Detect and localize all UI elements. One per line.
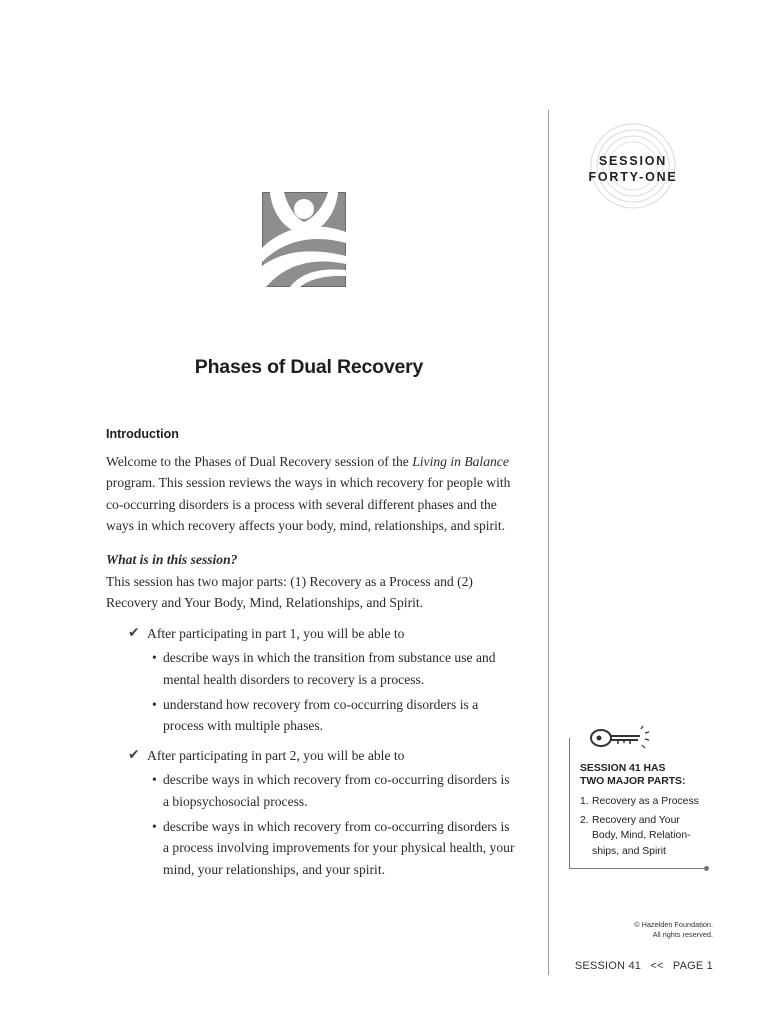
objective-lead: After participating in part 1, you will be able to [147,625,405,641]
objective-bullet: • describe ways in which the transition from substance use and mental health disorders to recovery is a process. [147,647,516,690]
session-label: SESSION [598,154,668,168]
page-footer [560,960,713,972]
copyright-notice: © Hazelden Foundation. All rights reserved. [634,920,713,939]
objective-lead: After participating in part 2, you will be able to [147,747,405,763]
page-title: Phases of Dual Recovery [194,356,424,378]
checkmark-icon: ✔ [128,624,140,641]
objective-bullet: • describe ways in which recovery from co-occurring disorders is a process involving improvements for your physical health, your mind, your relationships, and your spirit. [147,816,516,881]
footer-session: SESSION 41 [574,960,642,972]
session-contents-heading: What is in this session? [106,551,238,567]
sidebar-note [580,762,708,862]
introduction-paragraph: Welcome to the Phases of Dual Recovery session of the Living in Balance program. This session reviews the ways in which recovery for people with co-occurring disorders is a process with several different phases and the ways in which recovery affects your body, mind, relationships, and spirit. [106,453,511,534]
session-badge [582,122,682,212]
program-logo-icon [262,192,346,287]
column-divider [548,110,549,975]
objective-bullet: • describe ways in which recovery from co-occurring disorders is a biopsychosocial process. [147,769,516,812]
session-contents-paragraph: This session has two major parts: (1) Recovery as a Process and (2) Recovery and Your Body, Mind, Relationships, and Spirit. [106,573,473,611]
objective-bullet: • understand how recovery from co-occurring disorders is a process with multiple phases. [147,694,516,737]
note-frame-dot [704,866,709,871]
sidebar-note-item: 2. Recovery and Your Body, Mind, Relation- ships, and Spirit [580,814,691,857]
session-introduction [106,424,516,888]
sidebar-note-item: 1. Recovery as a Process [580,796,699,807]
footer-separator: << [650,960,664,972]
session-number: FORTY-ONE [588,170,678,184]
page-number: PAGE 1 [672,960,713,972]
objective-part-1 [106,623,516,737]
objective-part-2 [106,745,516,881]
checkmark-icon: ✔ [128,746,140,763]
key-icon [588,723,652,755]
program-name: Living in Balance [412,453,509,469]
introduction-heading: Introduction [106,427,179,441]
learning-objectives [106,623,516,881]
sidebar-note-heading: SESSION 41 HAS TWO MAJOR PARTS: [580,763,686,787]
